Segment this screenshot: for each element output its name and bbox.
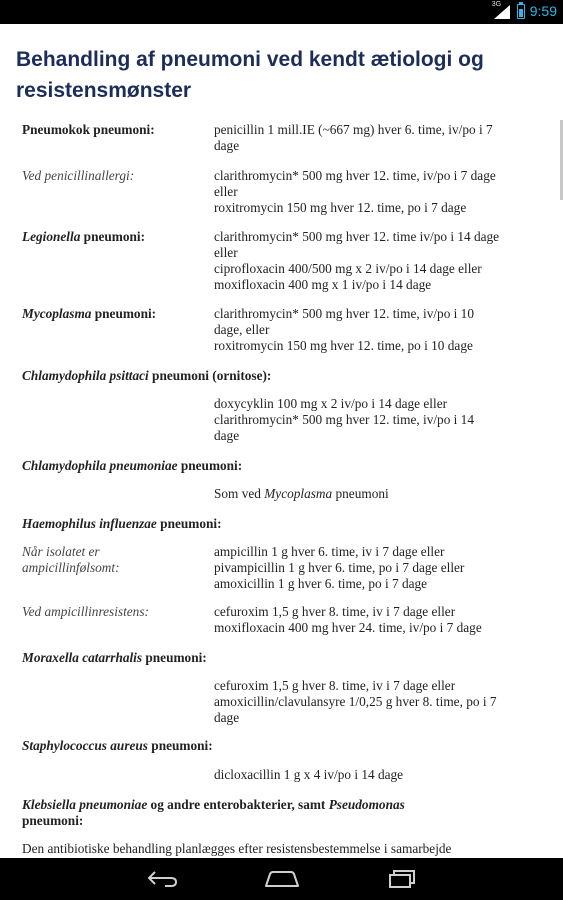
row-value: cefuroxim 1,5 g hver 8. time, iv i 7 dage eller moxifloxacin 400 mg hver 24. time, iv/po i 7 dage xyxy=(214,604,482,635)
section-paragraph-klebsiella: Den antibiotiske behandling planlægges efter resistensbestemmelse i samarbejde xyxy=(22,841,452,856)
status-icons xyxy=(492,3,557,19)
row-value: clarithromycin* 500 mg hver 12. time, iv/po i 7 dage eller roxitromycin 150 mg hver 12. time, po i 7 dage xyxy=(214,168,496,215)
section-value-moraxella: cefuroxim 1,5 g hver 8. time, iv i 7 dage eller amoxicillin/clavulansyre 1/0,25 g hver 8. time, po i 7 dage xyxy=(214,678,497,725)
section-header-klebsiella: Klebsiella pneumoniae og andre enterobakterier, samt Pseudomonas pneumoni: xyxy=(22,797,405,828)
row-pneumokok xyxy=(22,122,544,154)
section-value-staphylococcus: dicloxacillin 1 g x 4 iv/po i 14 dage xyxy=(214,767,404,782)
home-icon[interactable] xyxy=(262,867,302,891)
recents-icon[interactable] xyxy=(382,867,422,891)
row-value: ampicillin 1 g hver 6. time, iv i 7 dage eller pivampicillin 1 g hver 6. time, po i 7 dage eller amoxicillin 1 g hver 6. time, po i 7 dage xyxy=(214,544,465,591)
row-penicillinallergi xyxy=(22,168,544,216)
section-header-psittaci: Chlamydophila psittaci pneumoni (ornitose): xyxy=(22,368,272,383)
section-value-psittaci: doxycyklin 100 mg x 2 iv/po i 14 dage eller clarithromycin* 500 mg hver 12. time, iv/po i 14 dage xyxy=(214,396,474,443)
back-icon[interactable] xyxy=(142,867,182,891)
page-title: Behandling af pneumoni ved kendt ætiologi og resistensmønster xyxy=(16,48,484,102)
row-ampicillinresistens xyxy=(22,604,544,636)
section-header-moraxella: Moraxella catarrhalis pneumoni: xyxy=(22,650,207,665)
row-label: Når isolatet er ampicillinfølsomt: xyxy=(22,544,120,575)
section-header-staphylococcus: Staphylococcus aureus pneumoni: xyxy=(22,738,213,753)
battery-icon xyxy=(517,4,525,19)
row-mycoplasma xyxy=(22,306,544,354)
signal-icon xyxy=(492,3,512,19)
row-label: Ved penicillinallergi: xyxy=(22,168,135,183)
content-area[interactable] xyxy=(0,118,563,858)
row-legionella xyxy=(22,229,544,293)
row-label: Ved ampicillinresistens: xyxy=(22,604,149,619)
row-value: penicillin 1 mill.IE (~667 mg) hver 6. time, iv/po i 7 dage xyxy=(214,122,493,153)
navigation-bar xyxy=(0,858,563,900)
row-label: Legionella pneumoni: xyxy=(22,229,146,244)
status-bar xyxy=(0,0,563,24)
row-value: clarithromycin* 500 mg hver 12. time, iv/po i 10 dage, eller roxitromycin 150 mg hver 12. time, po i 10 dage xyxy=(214,306,474,353)
row-label: Mycoplasma pneumoni: xyxy=(22,306,157,321)
network-type: 3G xyxy=(491,1,502,8)
section-header-haemophilus: Haemophilus influenzae pneumoni: xyxy=(22,516,222,531)
clock: 9:59 xyxy=(529,3,557,19)
section-value-pneumoniae: Som ved Mycoplasma pneumoni xyxy=(214,486,389,501)
section-header-pneumoniae: Chlamydophila pneumoniae pneumoni: xyxy=(22,458,243,473)
row-ampicillinfolsomt xyxy=(22,544,544,592)
row-value: clarithromycin* 500 mg hver 12. time iv/po i 14 dage eller ciprofloxacin 400/500 mg x 2 iv/po i 14 dage eller moxifloxacin 400 mg x 1 iv/po i 14 dage xyxy=(214,229,500,292)
row-label: Pneumokok pneumoni: xyxy=(22,122,155,137)
